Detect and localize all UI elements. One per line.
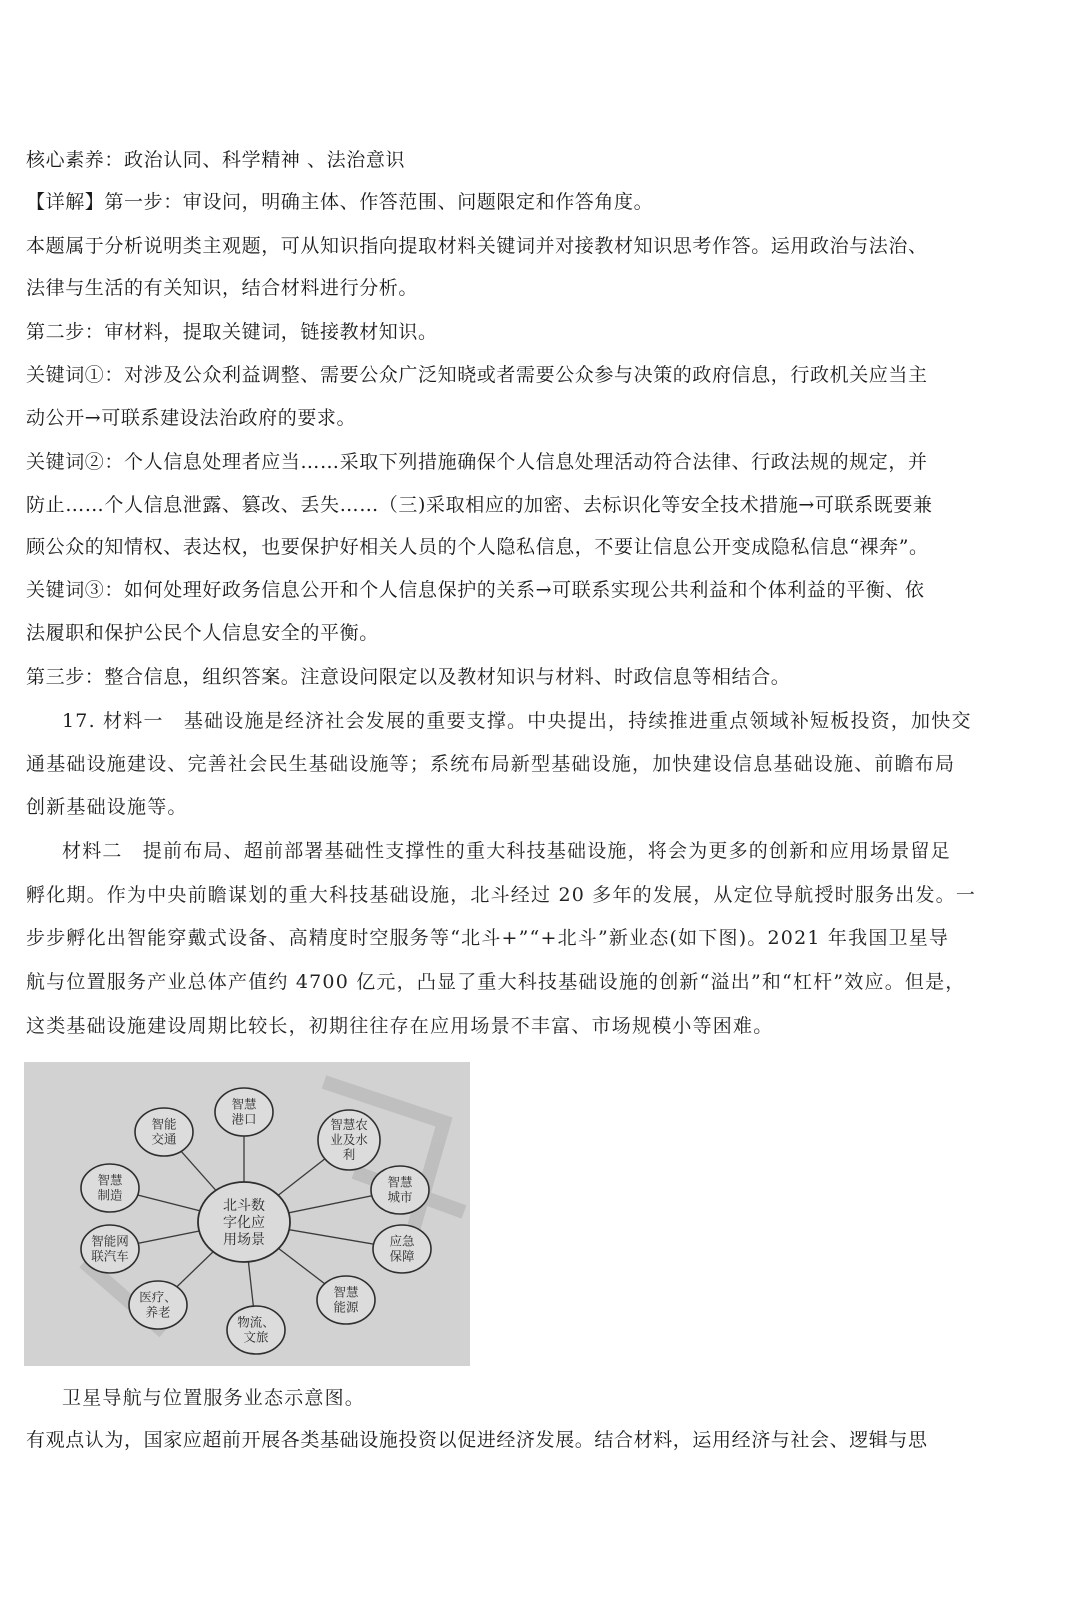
diagram-center-label: 用场景: [223, 1232, 265, 1248]
figure-caption: 卫星导航与位置服务业态示意图。: [62, 1387, 366, 1409]
text-line: 第三步：整合信息，组织答案。注意设问限定以及教材知识与材料、时政信息等相结合。: [26, 666, 791, 688]
material-one-line: 创新基础设施等。: [26, 796, 188, 818]
text-line: 防止……个人信息泄露、篡改、丢失……（三)采取相应的加密、去标识化等安全技术措施→可联系既要兼: [26, 494, 933, 516]
diagram-node-label: 养老: [145, 1304, 171, 1320]
text-line: 动公开→可联系建设法治政府的要求。: [26, 407, 357, 429]
diagram-node: [81, 1225, 139, 1273]
diagram-node: [318, 1110, 380, 1170]
diagram-center-label: 北斗数: [223, 1198, 265, 1214]
diagram-node: [317, 1276, 375, 1324]
material-two-line: 航与位置服务产业总体产值约 4700 亿元，凸显了重大科技基础设施的创新“溢出”和“杠杆”效应。但是，: [26, 971, 966, 993]
text-line: 核心素养：政治认同、科学精神 、法治意识: [26, 149, 406, 171]
diagram-node-label: 智慧: [231, 1096, 257, 1112]
text-line: 法履职和保护公民个人信息安全的平衡。: [26, 622, 379, 644]
diagram-node: [227, 1306, 285, 1354]
material-one-line: 17. 材料一 基础设施是经济社会发展的重要支撑。中央提出，持续推进重点领域补短板投资，加快交: [62, 710, 972, 732]
diagram-node-label: 智慧: [97, 1172, 123, 1188]
diagram-node-label: 应急: [389, 1233, 415, 1249]
question-line: 有观点认为，国家应超前开展各类基础设施投资以促进经济发展。结合材料，运用经济与社会、逻辑与思: [26, 1429, 928, 1451]
diagram-node-label: 智慧: [387, 1174, 413, 1190]
diagram-node-label: 利: [342, 1147, 356, 1162]
material-two-line: 这类基础设施建设周期比较长，初期往往存在应用场景不丰富、市场规模小等困难。: [26, 1015, 774, 1037]
diagram-node: [81, 1164, 139, 1212]
material-two-line: 孵化期。作为中央前瞻谋划的重大科技基础设施，北斗经过 20 多年的发展，从定位导航授时服务出发。一: [26, 884, 977, 906]
text-line: 顾公众的知情权、表达权，也要保护好相关人员的个人隐私信息，不要让信息公开变成隐私信息“裸奔”。: [26, 536, 929, 558]
material-two-line: 步步孵化出智能穿戴式设备、高精度时空服务等“北斗+”“+北斗”新业态(如下图)。2021 年我国卫星导: [26, 927, 950, 949]
beidou-diagram-figure: [24, 1062, 470, 1366]
material-two-line: 材料二 提前布局、超前部署基础性支撑性的重大科技基础设施，将会为更多的创新和应用场景留足: [62, 840, 951, 862]
diagram-node-label: 联汽车: [91, 1248, 129, 1264]
diagram-node-label: 城市: [387, 1189, 413, 1205]
diagram-node-label: 港口: [231, 1111, 257, 1127]
diagram-node: [129, 1281, 187, 1329]
diagram-node-label: 文旅: [243, 1329, 269, 1345]
beidou-diagram: [24, 1062, 470, 1366]
text-line: 【详解】第一步：审设问，明确主体、作答范围、问题限定和作答角度。: [26, 191, 654, 213]
diagram-node-label: 保障: [389, 1248, 415, 1264]
text-line: 关键词③：如何处理好政务信息公开和个人信息保护的关系→可联系实现公共利益和个体利益的平衡、依: [26, 579, 925, 601]
diagram-node-label: 智慧农: [330, 1117, 368, 1132]
text-line: 关键词①：对涉及公众利益调整、需要公众广泛知晓或者需要公众参与决策的政府信息，行政机关应当主: [26, 364, 928, 386]
diagram-node-label: 物流、: [237, 1314, 275, 1330]
diagram-node-label: 制造: [97, 1187, 123, 1203]
diagram-node: [135, 1108, 193, 1156]
diagram-node-label: 智能: [151, 1116, 177, 1132]
diagram-node: [215, 1088, 273, 1136]
text-line: 法律与生活的有关知识，结合材料进行分析。: [26, 277, 419, 299]
material-one-line: 通基础设施建设、完善社会民生基础设施等；系统布局新型基础设施，加快建设信息基础设施、前瞻布局: [26, 753, 956, 775]
diagram-node-label: 医疗、: [139, 1289, 177, 1305]
diagram-center-label: 字化应: [223, 1215, 265, 1231]
diagram-node-label: 智慧: [333, 1284, 359, 1300]
text-line: 本题属于分析说明类主观题，可从知识指向提取材料关键词并对接教材知识思考作答。运用政治与法治、: [26, 235, 928, 257]
diagram-node-label: 能源: [333, 1299, 359, 1315]
diagram-node: [371, 1166, 429, 1214]
text-line: 关键词②：个人信息处理者应当……采取下列措施确保个人信息处理活动符合法律、行政法规的规定，并: [26, 451, 928, 473]
diagram-node-label: 业及水: [330, 1132, 368, 1147]
diagram-node-label: 智能网: [91, 1233, 129, 1249]
diagram-node-label: 交通: [151, 1131, 177, 1147]
text-line: 第二步：审材料，提取关键词，链接教材知识。: [26, 321, 438, 343]
diagram-node: [373, 1225, 431, 1273]
